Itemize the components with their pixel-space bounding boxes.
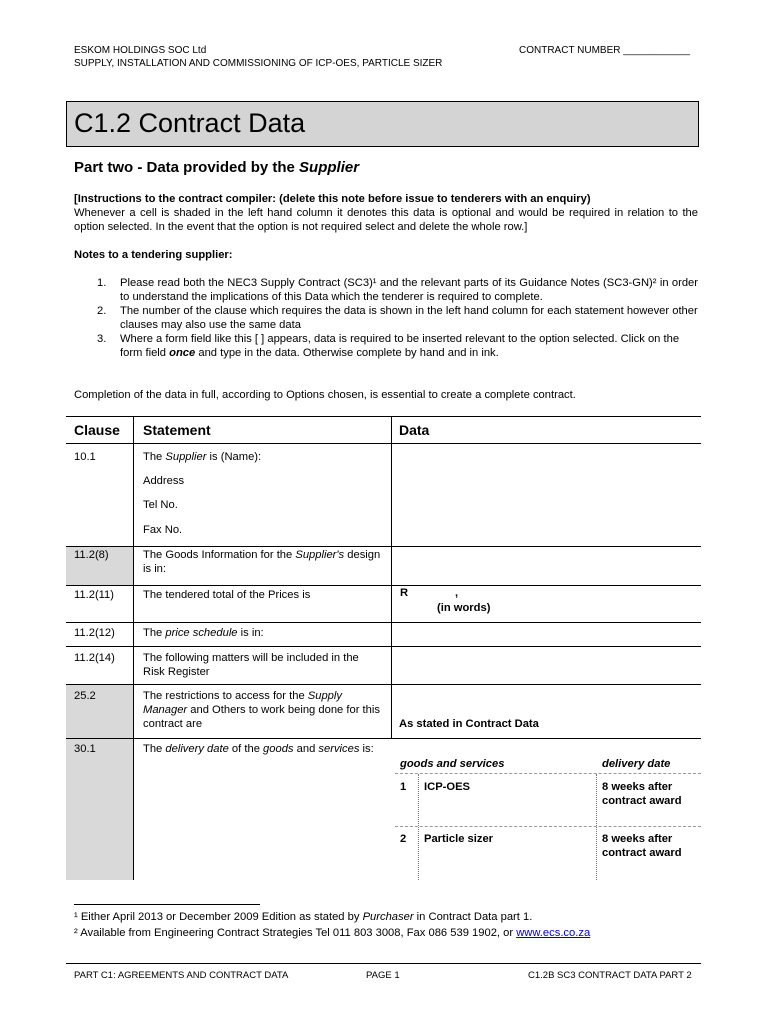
statement-goods-information: The Goods Information for the Supplier's design is in: — [143, 549, 381, 575]
clause-25-2: 25.2 — [74, 690, 96, 702]
page-title: C1.2 Contract Data — [74, 108, 306, 138]
row-border — [66, 622, 701, 623]
statement-delivery-date: The delivery date of the goods and services is: — [143, 743, 374, 755]
item-delivery-date: 8 weeks after contract award — [602, 833, 682, 859]
footer-left: PART C1: AGREEMENTS AND CONTRACT DATA — [74, 970, 289, 981]
data-comma: , — [455, 587, 459, 599]
clause-11-2-8: 11.2(8) — [74, 549, 109, 561]
instructions — [74, 192, 698, 234]
table-top-border — [66, 416, 701, 417]
statement-restrictions: The restrictions to access for the Supply Manager and Others to work being done for this contract are — [143, 690, 380, 730]
shaded-clause-cell — [66, 738, 133, 880]
instructions-text: Whenever a cell is shaded in the left hand column it denotes this data is optional and would be required in relation to the option selected. In the event that the option is not required select and delete the whole row.] — [74, 207, 698, 233]
header-project: SUPPLY, INSTALLATION AND COMMISSIONING OF ICP-OES, PARTICLE SIZER — [74, 58, 443, 69]
data-as-stated: As stated in Contract Data — [399, 718, 539, 730]
statement-address: Address — [143, 475, 185, 487]
notes-list — [74, 276, 698, 360]
note-item: 2. The number of the clause which requires the data is shown in the left hand column for each statement however other clauses may also use the same data — [97, 305, 698, 331]
subheader-delivery-date: delivery date — [602, 758, 671, 770]
note-item: 1. Please read both the NEC3 Supply Contract (SC3)¹ and the relevant parts of its Guidance Notes (SC3-GN)² in order to understand the implications of this Data which the tenderer is required to complete. — [97, 277, 698, 303]
statement-tel: Tel No. — [143, 499, 178, 511]
row-border — [66, 684, 701, 685]
data-in-words: (in words) — [437, 602, 491, 614]
clause-30-1: 30.1 — [74, 743, 96, 755]
subtable-column-divider — [596, 774, 597, 880]
statement-price-schedule: The price schedule is in: — [143, 627, 264, 639]
column-border — [391, 416, 392, 738]
instructions-bold: [Instructions to the contract compiler: (delete this note before issue to tenderers with an enquiry) — [74, 193, 591, 205]
table-header-border — [66, 443, 701, 444]
completion-note: Completion of the data in full, according to Options chosen, is essential to create a complete contract. — [74, 389, 576, 401]
clause-11-2-14: 11.2(14) — [74, 652, 115, 664]
item-number: 2 — [400, 833, 407, 845]
column-border — [133, 416, 134, 880]
clause-10-1: 10.1 — [74, 451, 96, 463]
subtable-divider — [395, 826, 701, 827]
footer-rule — [66, 963, 701, 964]
column-header-data: Data — [399, 422, 430, 438]
subheader-goods-and-services: goods and services — [400, 758, 505, 770]
row-border — [66, 585, 701, 586]
item-number: 1 — [400, 781, 407, 793]
statement-supplier-name: The Supplier is (Name): — [143, 451, 262, 463]
clause-11-2-12: 11.2(12) — [74, 627, 115, 639]
title-box — [66, 101, 699, 147]
ecs-link[interactable]: www.ecs.co.za — [516, 927, 591, 939]
part-two-heading: Part two - Data provided by the Supplier — [74, 159, 360, 176]
item-name: ICP-OES — [424, 781, 471, 793]
footer-right: C1.2B SC3 CONTRACT DATA PART 2 — [528, 970, 692, 981]
statement-tendered-total: The tendered total of the Prices is — [143, 589, 311, 601]
notes-heading: Notes to a tendering supplier: — [74, 249, 233, 261]
clause-11-2-11: 11.2(11) — [74, 589, 115, 601]
item-name: Particle sizer — [424, 833, 494, 845]
footnote-2: ² Available from Engineering Contract Strategies Tel 011 803 3008, Fax 086 539 1902, or www.ecs.co.za — [74, 927, 591, 939]
subtable-divider — [395, 773, 701, 774]
item-delivery-date: 8 weeks after contract award — [602, 781, 682, 807]
note-item: 3. Where a form field like this [ ] appears, data is required to be inserted relevant to the option selected. Click on the form field once and type in the data. Otherwise complete by hand and in ink. — [97, 333, 680, 359]
header-company: ESKOM HOLDINGS SOC Ltd — [74, 45, 207, 56]
footnote-separator — [74, 904, 260, 905]
row-border — [66, 738, 701, 739]
row-border — [66, 646, 701, 647]
statement-risk-register: The following matters will be included in the Risk Register — [143, 652, 359, 678]
footnote-1: ¹ Either April 2013 or December 2009 Edition as stated by Purchaser in Contract Data part 1. — [74, 911, 533, 923]
data-currency-r: R — [400, 587, 409, 599]
column-header-statement: Statement — [143, 422, 211, 438]
statement-fax: Fax No. — [143, 524, 183, 536]
subtable-column-divider — [418, 774, 419, 880]
header-contract-number: CONTRACT NUMBER ____________ — [519, 45, 691, 56]
column-header-clause: Clause — [74, 422, 120, 438]
row-border — [66, 546, 701, 547]
footer-page-number: PAGE 1 — [366, 970, 400, 981]
